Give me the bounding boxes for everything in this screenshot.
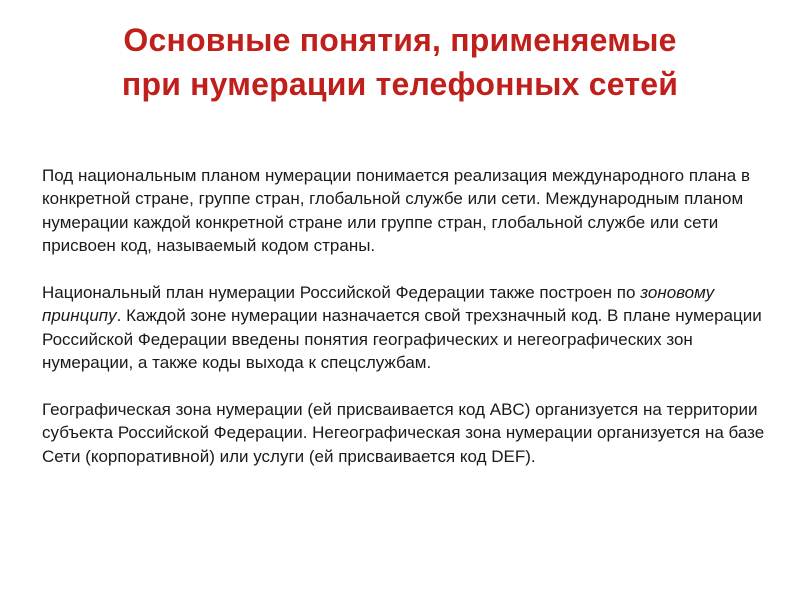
paragraph-russian-plan — [42, 281, 772, 375]
paragraph-russian-plan-start: Национальный план нумерации Российской Федерации также построен по — [42, 283, 641, 303]
title-line-1: Основные понятия, применяемые — [123, 22, 677, 58]
zonal-principle-emphasis: зоновому принципу — [42, 283, 715, 326]
title-line-2: при нумерации телефонных сетей — [121, 66, 679, 102]
paragraph-russian-plan-end: . Каждой зоне нумерации назначается свой трехзначный код. В плане нумерации Российской Федерации введены понятия географических и негеографических зон нумерации, а также коды выхода к спецслужбам. — [42, 306, 762, 373]
paragraph-zones: Географическая зона нумерации (ей присваивается код ABC) организуется на территории субъекта Российской Федерации. Негеографическая зона нумерации организуется на базе Сети (корпоративной) или услуги (ей присваивается код DEF). — [42, 400, 765, 466]
slide-title — [20, 18, 780, 106]
paragraph-national-plan: Под национальным планом нумерации понимается реализация международного плана в конкретной стране, группе стран, глобальной службе или сети. Международным планом нумерации каждой конкретной стране или группе стран, глобальной службе или сети присвоен код, называемый кодом страны. — [42, 166, 750, 256]
slide-body — [42, 164, 772, 468]
